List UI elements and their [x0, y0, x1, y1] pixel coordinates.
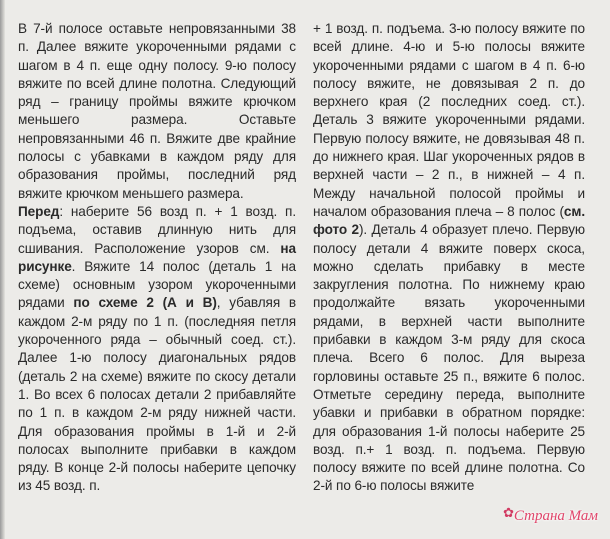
paragraph-left-2-part-b: . Вяжите 14 полос (деталь 1 на схеме) основным узором укороченными рядами — [18, 258, 296, 311]
text-column-right — [313, 20, 585, 496]
watermark-text: Страна Мам — [513, 508, 598, 524]
page-shadow-edge — [0, 0, 5, 539]
paragraph-left-2-part-c: , убавляя в каждом 2-м ряду по 1 п. (последняя петля укороченного ряда – обычный соед. ст.). Далее 1-ю полосу диагональных рядов (деталь 2 на схеме) вяжите по скосу детали 1. Во всех 6 полосах детали 2 прибавляйте по 1 п. в каждом 2-м ряду нижней части. Для образования проймы в 1-й и 2-й полосах выполните прибавки в каждом ряду. В конце 2-й полосы наберите цепочку из 45 возд. п. — [18, 295, 296, 494]
paragraph-right-1 — [313, 20, 585, 496]
paragraph-left-1: В 7-й полосе оставьте непровязанными 38 п. Далее вяжите укороченными рядами с шагом в 4 п. еще одну полосу. 9-ю полосу вяжите по всей длине полотна. Следующий ряд – границу проймы вяжите крючком меньшего размера. Оставьте непровязанными 46 п. Вяжите две крайние полосы с убавками в каждом ряду для образования проймы, последний ряд вяжите крючком меньшего размера. — [18, 21, 296, 201]
text-column-left — [18, 20, 296, 496]
heading-front: Перед — [18, 203, 60, 219]
bold-ref-figure: на рисунке — [18, 240, 296, 274]
paragraph-right-1-part-a: + 1 возд. п. подъема. 3-ю полосу вяжите по всей длине. 4-ю и 5-ю полосы вяжите укороченными рядами с шагом в 4 п. 6-ю полосу вяжите, не довязывая 2 п. до верхнего края (2 последних соед. ст.). Деталь 3 вяжите укороченными рядами. Первую полосу вяжите, не довязывая 48 п. до нижнего края. Шаг укороченных рядов в верхней части – 2 п., в нижней – 4 п. Между начальной полосой проймы и началом образования плеча – 8 полос ( — [313, 21, 585, 219]
paragraph-right-1-part-b: ). Деталь 4 образует плечо. Первую полосу детали 4 вяжите поверх скоса, можно сделать прибавку в месте закругления полотна. По нижнему краю продолжайте вязать укороченными рядами, в верхней части выполните прибавки в каждом 3-м ряду для скоса плеча. Всего 6 полос. Для выреза горловины оставьте 25 п., вяжите 6 полос. Отметьте середину переда, выполните убавки и прибавки в обратном порядке: для образования 1-й полосы наберите 25 возд. п.+ 1 возд. п. подъема. Первую полосу вяжите по всей длине полотна. Со 2-й по 6-ю полосы вяжите — [313, 222, 586, 494]
paragraph-left-2 — [18, 203, 296, 496]
bold-ref-photo: см. фото 2 — [313, 203, 585, 238]
paragraph-left-2-part-a: : наберите 56 возд п. + 1 возд. п. подъема, оставив длинную нить для сшивания. Расположение узоров см. — [18, 203, 296, 256]
bold-ref-scheme: по схеме 2 (А и В) — [73, 295, 217, 311]
watermark-flower-icon: ✿ — [503, 505, 514, 520]
